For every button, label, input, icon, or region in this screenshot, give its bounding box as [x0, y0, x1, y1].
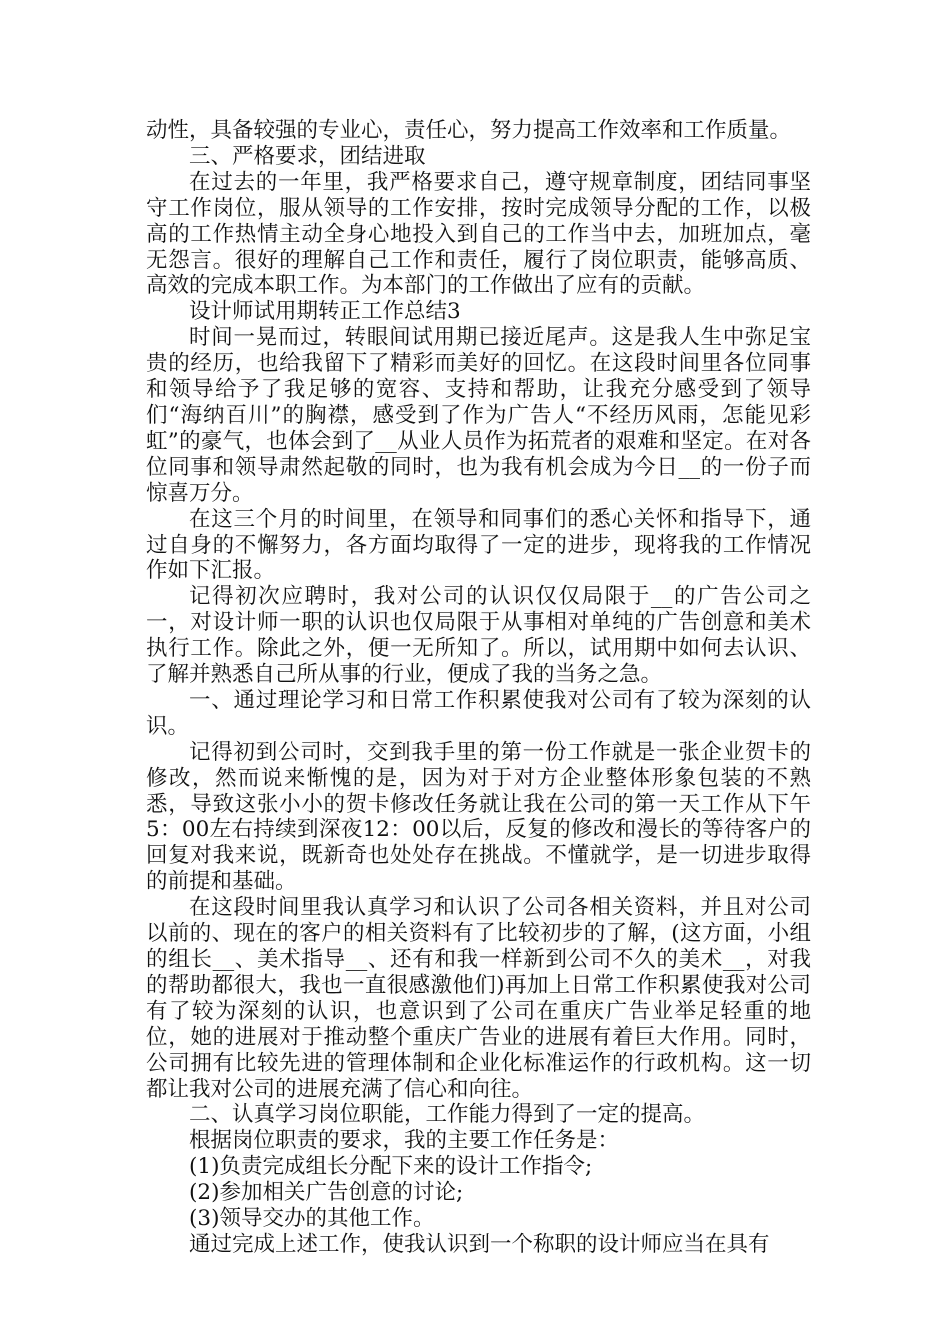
paragraph: 在这段时间里我认真学习和认识了公司各相关资料，并且对公司以前的、现在的客户的相关资料有了比较初步的了解，(这方面，小组的组长__、美术指导__、还有和我一样新到公司不久的美术__，对我的帮助都很大，我也一直很感激他们)再加上日常工作积累使我对公司有了较为深刻的认识，也意识到了公司在重庆广告业举足轻重的地位，她的进展对于推动整个重庆广告业的进展有着巨大作用。同时，公司拥有比较先进的管理体制和企业化标准运作的行政机构。这一切都让我对公司的进展充满了信心和向往。 — [146, 895, 811, 1102]
list-item: (3)领导交办的其他工作。 — [189, 1206, 435, 1232]
document-title: 设计师试用期转正工作总结3 — [189, 299, 461, 325]
paragraph: 在这三个月的时间里，在领导和同事们的悉心关怀和指导下，通过自身的不懈努力，各方面均取得了一定的进步，现将我的工作情况作如下汇报。 — [146, 506, 811, 584]
section-heading-strict-requirements: 三、严格要求，团结进取 — [189, 143, 426, 169]
section-heading-job-functions: 二、认真学习岗位职能，工作能力得到了一定的提高。 — [189, 1102, 706, 1128]
paragraph: 记得初次应聘时，我对公司的认识仅仅局限于__的广告公司之一，对设计师一职的认识也仅局限于从事相对单纯的广告创意和美术执行工作。除此之外，便一无所知了。所以，试用期中如何去认识、了解并熟悉自己所从事的行业，便成了我的当务之急。 — [146, 584, 811, 688]
paragraph-continuation: 动性，具备较强的专业心，责任心，努力提高工作效率和工作质量。 — [146, 118, 792, 143]
paragraph: 在过去的一年里，我严格要求自己，遵守规章制度，团结同事坚守工作岗位，服从领导的工作安排，按时完成领导分配的工作，以极高的工作热情主动全身心地投入到自己的工作当中去，加班加点，毫无怨言。很好的理解自己工作和责任，履行了岗位职责，能够高质、高效的完成本职工作。为本部门的工作做出了应有的贡献。 — [146, 169, 811, 299]
paragraph: 通过完成上述工作，使我认识到一个称职的设计师应当在具有 — [189, 1231, 770, 1257]
paragraph: 时间一晃而过，转眼间试用期已接近尾声。这是我人生中弥足宝贵的经历，也给我留下了精彩而美好的回忆。在这段时间里各位同事和领导给予了我足够的宽容、支持和帮助，让我充分感受到了领导们“海纳百川”的胸襟，感受到了作为广告人“不经历风雨，怎能见彩虹”的豪气，也体会到了__从业人员作为拓荒者的艰难和坚定。在对各位同事和领导肃然起敬的同时，也为我有机会成为今日__的一份子而惊喜万分。 — [146, 325, 811, 506]
paragraph: 根据岗位职责的要求，我的主要工作任务是： — [189, 1128, 620, 1154]
list-item: (2)参加相关广告创意的讨论; — [189, 1180, 464, 1206]
list-item: (1)负责完成组长分配下来的设计工作指令; — [189, 1154, 593, 1180]
document-page — [146, 118, 811, 1258]
paragraph: 记得初到公司时，交到我手里的第一份工作就是一张企业贺卡的修改，然而说来惭愧的是，因为对于对方企业整体形象包装的不熟悉，导致这张小小的贺卡修改任务就让我在公司的第一天工作从下午5：00左右持续到深夜12：00以后，反复的修改和漫长的等待客户的回复对我来说，既新奇也处处存在挑战。不懂就学，是一切进步取得的前提和基础。 — [146, 739, 811, 895]
section-heading-theory-learning: 一、通过理论学习和日常工作积累使我对公司有了较为深刻的认识。 — [146, 687, 811, 739]
